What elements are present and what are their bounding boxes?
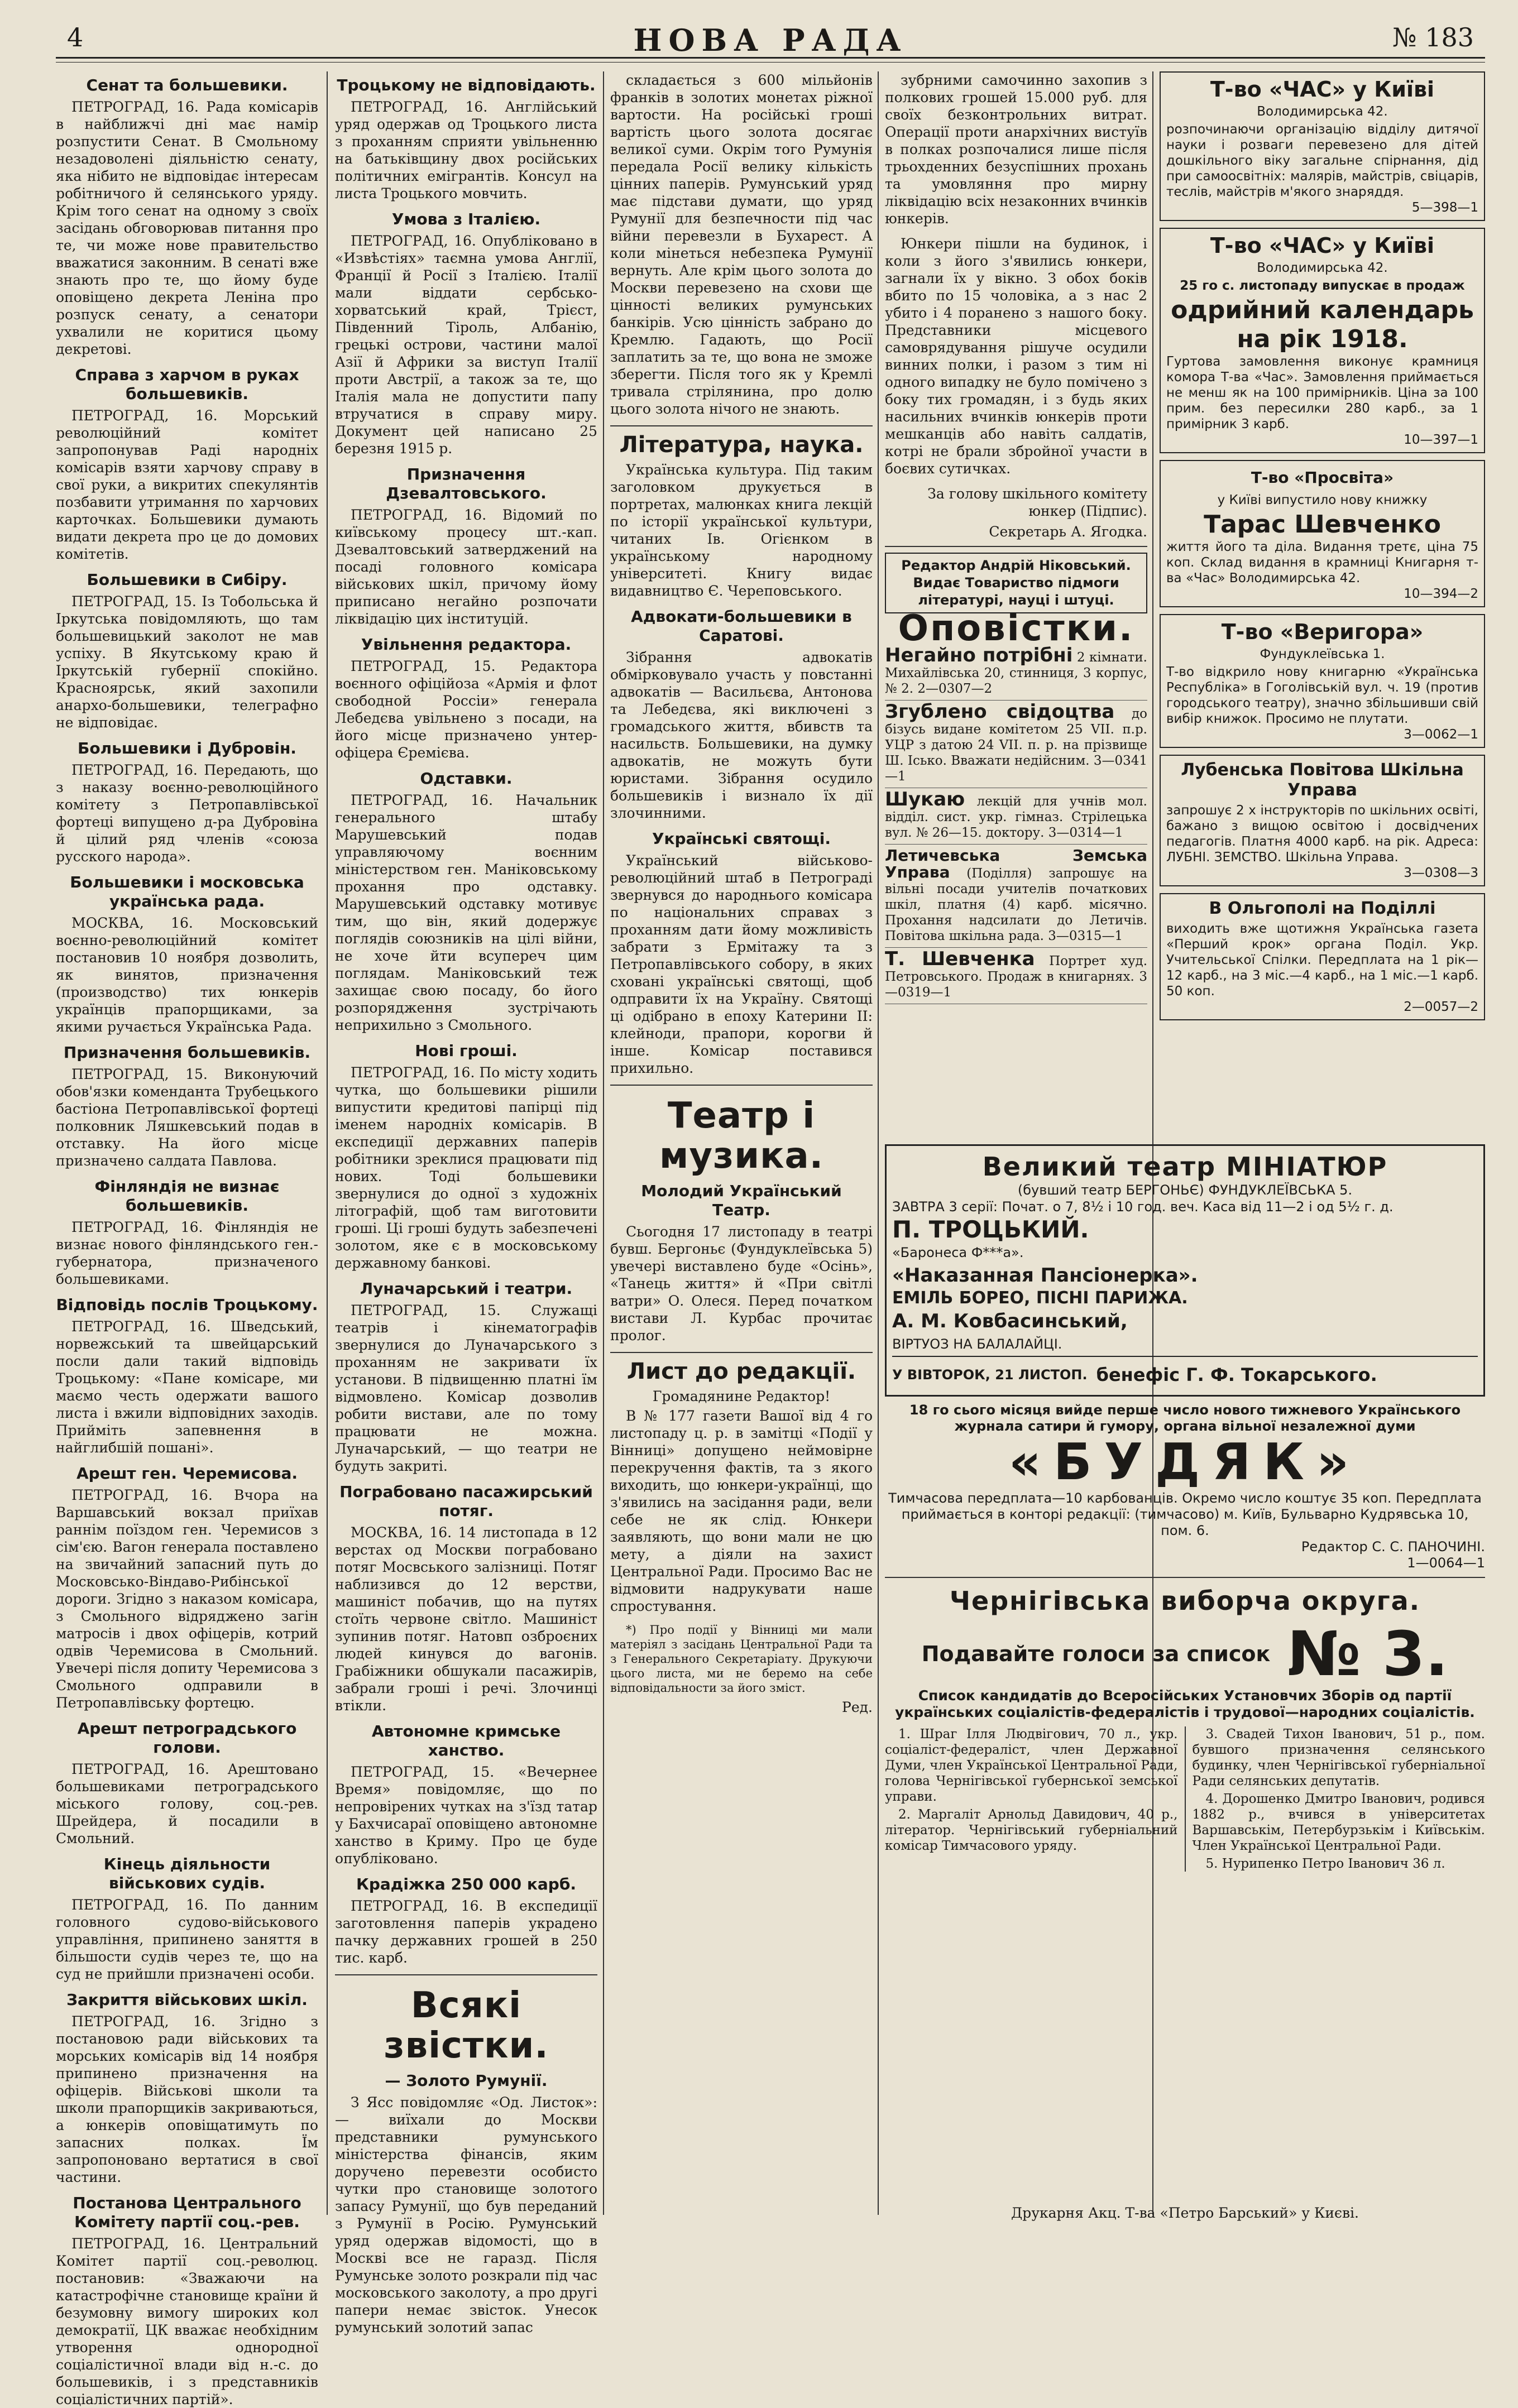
election-call-row <box>885 1618 1485 1690</box>
ad-text: Т-во відкрило нову книгарню «Українська Республіка» в Гоголівській вул. ч. 19 (против городського театру), значно збільшивши свій вибір книжок. Просимо не плутати. <box>1166 665 1478 726</box>
footnote: *) Про події у Вінниці ми мали матеріял з засідань Центральної Ради та з Генерального Секретаріату. Друкуючи цього листа, ми не беремо на себе відповідальности за його зміст. <box>610 1623 873 1695</box>
ad-code: 3—0319—1 <box>885 970 1147 1000</box>
article <box>335 210 597 457</box>
article-body: Український військово-революційний штаб в Петрограді звернувся до народнього комісара по національних справах з проханням дати йому можливість забрати з Ермітажу та з Петропавлівського собору, в яких сховані українські святощі, щоб одправити їх на Україну. Святощі ці одібрано в епоху Катерини II: клейноди, прапори, корогви й інше. Комісар поставився прихильно. <box>610 852 873 1076</box>
ad-code: 5—398—1 <box>1411 200 1478 215</box>
article <box>335 1042 597 1272</box>
signature-secretary: Секретарь А. Ягодка. <box>989 524 1147 540</box>
article <box>335 769 597 1034</box>
letter-to-editor <box>610 1359 873 1716</box>
article <box>335 76 597 202</box>
column-divider <box>603 71 604 2215</box>
ad-code: 3—0315—1 <box>1048 929 1123 943</box>
ad-headline: Т-во «Просвіта» <box>1251 468 1394 487</box>
article <box>56 570 318 731</box>
article <box>56 1855 318 1983</box>
section-divider <box>885 546 1147 547</box>
article <box>56 1990 318 2186</box>
article-body: ПЕТРОГРАД, 15. Виконуючий обов'язки коменданта Трубецького бастіона Петропавлівської фортеці полковник Ляшкевський подав в отставку. На його місце призначено салдата Павлова. <box>56 1066 318 1169</box>
article <box>610 607 873 822</box>
ad-code: 3—0308—3 <box>1404 866 1478 880</box>
budiak-intro: 18 го сього місяця вийде перше число нового тижневого Українського журнала сатири й гумору, органа вільної незалежної думи <box>909 1402 1461 1434</box>
ad-code: 10—394—2 <box>1404 587 1478 601</box>
ad-product: одрийний календарь на рік 1918. <box>1171 296 1474 353</box>
ad-text: лекцій для учнів мол. відділ. сист. укр. гімназ. Стрілецька вул. № 26—15. доктору. <box>885 794 1147 840</box>
article-body: Юнкери пішли на будинок, і коли з його з'явились юнкери, загнали їх у вікно. З обох боків вбито по 15 чоловіка, а з нас 2 убито і 4 поранено з нашого боку. Представники місцевого самоврядування рішуче осудили винних полки, і разом з тим ні одного випадку не було помічено з боку тих громадян, і з будь яких насильних вчинків юнкерів проти мешканців або навіть салдатів, котрі не брали збройної участи в боєвих сутичках. <box>885 236 1147 477</box>
article <box>885 235 1147 477</box>
ad-address: Володимирська 42. <box>1257 261 1388 275</box>
ad-text: (Поділля) запрошує на вільні посади учителів початкових шкіл, платня (4) карб. місячно. Прохання надсилати до Летичів. Повітова шкільна рада. <box>885 866 1148 943</box>
classified-ad <box>885 845 1147 948</box>
section-divider <box>610 425 873 426</box>
article <box>56 1043 318 1169</box>
publisher-ad <box>1160 755 1485 886</box>
classified-ad <box>885 948 1147 1004</box>
article-headline: Сенат та большевики. <box>86 76 288 94</box>
play-pansionerka: «Наказанная Пансіонерка». <box>892 1264 1198 1287</box>
ad-headline: Т-во «Веригора» <box>1221 620 1424 644</box>
article-headline: Большевики і московська українська рада. <box>70 873 304 910</box>
publisher-name: Видає Товариство підмоги літературі, науці і штуці. <box>913 575 1119 608</box>
article <box>56 873 318 1035</box>
article-body: ПЕТРОГРАД, 15. Із Тобольська й Іркутська повідомляють, що там большевицький заколот не мав успіху. В Якутському краю й Іркутській губернії спокійно. Красноярськ, який захопили анархо-большевики, телеграфно не відповідає. <box>56 593 318 731</box>
classified-ad <box>885 644 1147 701</box>
ad-subline: у Київі випустило нову книжку <box>1217 493 1428 507</box>
article-headline: Адвокати-большевики в Саратові. <box>631 607 852 645</box>
section-divider <box>610 1352 873 1353</box>
masthead <box>56 22 1485 56</box>
editor-box <box>885 553 1147 613</box>
election-list-number: № 3. <box>1287 1618 1449 1690</box>
article <box>885 71 1147 227</box>
ad-text: 2 кімнати. Михайлівська 20, стинниця, 3 корпус, № 2. <box>885 650 1147 696</box>
letter-greeting: Громадянине Редактор! <box>652 1388 831 1404</box>
article <box>56 1464 318 1711</box>
budiak-ad <box>885 1402 1485 1571</box>
article <box>56 366 318 563</box>
article-body: МОСКВА, 16. 14 листопада в 12 верстах од Москви пограбовано потяг Мосвського залізниці. Потяг наблизився до 12 верстви, машиніст побачив, що на путях стоїть червоне світло. Машиніст зупинив потяг. Натовп озброєних людей кинувся до вагонів. Грабіжники обшукали пасажирів, забрали гроші і речі. Злочинці втікли. <box>335 1524 597 1714</box>
article <box>610 71 873 418</box>
article-headline: Одставки. <box>420 769 513 788</box>
ad-text: виходить вже щотижня Українська газета «Перший крок» органа Поділ. Укр. Учительської Спілки. Передплата на 1 рік—12 карб., на 3 міс.—4 карб., на 1 міс.—1 карб. 50 коп. <box>1166 922 1478 999</box>
benefit-name: бенефіс Г. Ф. Токарського. <box>1096 1364 1377 1385</box>
candidate-entry: 2. Маргаліт Арнольд Давидович, 40 р., літератор. Чернігівський губерніальний комісар Тимчасового уряду. <box>885 1807 1178 1853</box>
column-3 <box>610 71 873 2215</box>
article <box>335 635 597 761</box>
article-headline: Пограбовано пасажирський потяг. <box>339 1483 593 1520</box>
benefit-row <box>892 1356 1478 1389</box>
article-body: зубрними самочинно захопив з полкових грошей 15.000 руб. для своїх безконтрольних витрат. Операції проти анархічних вистуїв в полках розпочалися лише після трьохденних безуспішних прохань та умовляння про мирну ліквідацію всіх незаконних вчинків юнкерів. <box>885 72 1147 227</box>
ad-code: 1—0064—1 <box>1407 1555 1485 1571</box>
ad-headline: Т-во «ЧАС» у Київі <box>1210 233 1435 258</box>
article-body: ПЕТРОГРАД, 16. Арештовано большевиками петроградського міського голову, соц.-рев. Шрейдера, й посадили в Смольний. <box>56 1761 318 1846</box>
publisher-ad <box>1160 614 1485 748</box>
ad-keyword: Шукаю <box>885 788 965 810</box>
page-number: 4 <box>67 22 84 52</box>
column-divider <box>878 71 879 2215</box>
article-body: ПЕТРОГРАД, 16. Рада комісарів в найближчі дні має намір розпустити Сенат. В Смольному незадоволені діяльністю сенату, яка нібито не відповідає інтересам робітничого й селянського уряду. Крім того сенат на одному з своїх засідань обговорював питання про те, чи може нове правительство вважатися законним. В сенаті вже знають про те, що йому буде оповіщено декрета Леніна про розпуск сенату, а сенатори ухвалили не коритися цьому декретові. <box>56 99 318 357</box>
article-body: В № 177 газети Вашої від 4 го листопаду ц. р. в замітці «Події у Вінниці» допущено неймовірне перекручення фактів, та з якого виходить, що юнкери-українці, що з'явились на засідання ради, вели себе не як слід. Юнкери заявляють, що вони мали не цю мету, а діяли на захист Центральної Ради. Просимо Вас не відмовити надрукувати наше спростування. <box>610 1408 873 1614</box>
article-body: ПЕТРОГРАД, 16. Згідно з постановою ради військових та морських комісарів від 14 ноября припинено призначення на офіцерів. Військові школи та школи прапорщиків закриваються, а юнкерів оповіщатимуть по запасних полках. Їм запропоновано вертатися в свої частини. <box>56 2013 318 2185</box>
benefit-date: У ВІВТОРОК, 21 ЛИСТОП. <box>892 1367 1088 1383</box>
ad-subline: 25 го с. листопаду випускає в продаж <box>1180 279 1465 293</box>
performer-kovbasynsky: А. М. Ковбасинський, <box>892 1310 1128 1332</box>
article <box>335 1875 597 1966</box>
ad-product: Тарас Шевченко <box>1204 510 1441 539</box>
column-1 <box>56 71 318 2407</box>
ad-keyword: Негайно потрібні <box>885 644 1073 666</box>
election-description: Список кандидатів до Всеросійських Установчих Зборів од партії українських соціалістів-федералістів і трудової—народних соціалістів. <box>895 1687 1475 1720</box>
performer-boreo: ЕМІЛЬ БОРЕО, ПІСНІ ПАРИЖА. <box>892 1288 1188 1308</box>
article-headline: Увільнення редактора. <box>361 635 572 654</box>
candidate-list <box>885 1726 1485 1872</box>
printer-imprint: Друкарня Акц. Т-ва «Петро Барський» у Києві. <box>1011 2205 1359 2221</box>
ad-address: Фундуклеївська 1. <box>1260 647 1385 661</box>
article-headline: Призначення большевиків. <box>63 1043 311 1062</box>
ad-keyword: Згублено свідоцтва <box>885 701 1115 723</box>
article-body: ПЕТРОГРАД, 16. Вчора на Варшавський вокзал приїхав раннім поїздом ген. Черемисов з сім'єю. Вагон генерала поставлено на звичайний запасний путь до Московсько-Віндаво-Рибінської дороги. Згідно з наказом комісара, з Смольного відряджено загін матросів і двох офіцерів, котрий одвів Черемисова в Смольний. Увечері після допиту Черемисова з Смольного одправили в Петропавлівську фортецю. <box>56 1487 318 1711</box>
ad-headline: Лубенська Повітова Шкільна Управа <box>1181 760 1464 800</box>
ad-text: життя його та діла. Видання третє, ціна 75 коп. Склад видання в крамниці Книгарня т-ва «Час» Володимирська 42. <box>1166 540 1478 586</box>
publisher-ad <box>1160 460 1485 607</box>
ad-code: 3—0341—1 <box>885 754 1148 784</box>
section-headline-theatre: Театр і музика. <box>659 1095 823 1177</box>
article-headline: Лист до редакції. <box>626 1359 856 1384</box>
signature: За голову шкільного комітету юнкер (Підпис). <box>927 486 1147 519</box>
ad-text: запрошує 2 х інструкторів по шкільних освіті, бажано з вищою освітою і досвідчених педагогів. Платня 4000 карб. на рік. Адреса: ЛУБНІ. ЗЕМСТВО. Шкільна Управа. <box>1166 803 1478 865</box>
candidate-entry: 1. Шраг Ілля Людвігович, 70 л., укр. соціаліст-федераліст, член Державної Думи, член Української Центральної Ради, голова Чернігівської губернської земської управи. <box>885 1727 1178 1804</box>
article-body: Українська культура. Під таким заголовком друкується в портретах, малюнках книга лекцій по історії української культури, читаних Ів. Огієнком в українському народному університеті. Книгу видає видавництво Є. Череповського. <box>610 462 873 599</box>
performer-trotsky: П. ТРОЦЬКИЙ. <box>892 1216 1089 1243</box>
article-body: ПЕТРОГРАД, 16. Центральний Комітет партії соц.-революц. постановив: «Зважаючи на катастрофічне становище країни й безумовну вимогу широких кол демократії, ЦК вважає необхідним утворення однородної соціалістичної влади від н.-с. до большевиків, і з представників соціалістичних партій». <box>56 2236 318 2407</box>
article-body: ПЕТРОГРАД, 16. Шведський, норвежський та швейцарський посли дали такий відповідь Троцькому: «Пане комісаре, ми маємо честь одержати вашого листа і вжили відповідних заходів. Прийміть запевнення в найглибшій пошані». <box>56 1318 318 1456</box>
publisher-ad <box>1160 71 1485 221</box>
article-body: ПЕТРОГРАД, 15. «Вечернее Время» повідомляє, що по непровірених чутках на з'їзд татар у Бахчисараї оповіщено автономне ханство в Криму. Про це буде опубліковано. <box>335 1764 597 1867</box>
masthead-rule <box>56 57 1485 63</box>
ad-text: Портрет худ. Петровського. Продаж в книгарнях. <box>885 954 1148 984</box>
article-body: ПЕТРОГРАД, 16. По місту ходить чутка, що большевики рішили випустити кредитові папірці під іменем народніх комісарів. В експедиції державних паперів робітники зреклися працювати під нових. Тоді большевики звернулися до одної з художніх літографій, щоб там виготовити гроші. Ці гроші будуть забезпечені золотом, яке є в московському державному банкові. <box>335 1064 597 1271</box>
article <box>335 1483 597 1714</box>
election-ad <box>885 1586 1485 1872</box>
article-body: ПЕТРОГРАД, 16. Опубліковано в «Извѣстіях» таємна умова Англії, Франції й Росії з Італією. Італії мали віддати сербсько-хорватський край, Трієст, Південний Тіроль, Албанію, грецькі острови, частини малої Азії й Африки за виступ Італії проти Австрії, а також за те, що Італія мала не допустити папу втручатися в справу миру. Документ цей написано 25 березня 1915 р. <box>335 233 597 457</box>
issue-number: № 183 <box>1392 22 1474 52</box>
play-baronessa: «Баронеса Ф***а». <box>892 1245 1024 1260</box>
section-headline-ads: Оповістки. <box>898 608 1134 649</box>
article-headline: Арешт петроградського голови. <box>77 1719 297 1757</box>
article-body: Зібрання адвокатів обмірковувало участь у повстанні адвокатів — Васильєва, Антонова та Лебедєва, які виключені з громадського життя, вбивств та насильств. Большевики, на думку адвокатів, не можуть бути юристами. Зібрання осудило большевиків і визнало їх дії злочинними. <box>610 649 873 821</box>
ad-code: 2—0057—2 <box>1404 1000 1478 1014</box>
candidate-entry: 5. Нурипенко Петро Іванович 36 л. <box>1205 1857 1445 1871</box>
ad-headline: В Ольгополі на Поділлі <box>1209 899 1436 918</box>
article-headline: Відповідь послів Троцькому. <box>56 1296 318 1314</box>
article-body: Сьогодня 17 листопаду в театрі бувш. Бергоньє (Фундуклеївська 5) увечері виставлено буде «Осінь», «Танець життя» й «При світлі ватри» О. Олеся. Перед початком вистави Л. Курбас прочитає пролог. <box>610 1224 873 1344</box>
article-headline: Справа з харчом в руках большевиків. <box>75 366 299 403</box>
article-headline: Українські святощі. <box>652 829 831 848</box>
performer-balalaika: ВІРТУОЗ НА БАЛАЛАЙЦІ. <box>892 1336 1062 1352</box>
article-headline: Нові гроші. <box>415 1042 518 1060</box>
budiak-title: «БУДЯК» <box>1008 1433 1362 1491</box>
wide-block <box>885 1139 1485 1872</box>
article-body: ПЕТРОГРАД, 15. Служащі театрів і кінематографів звернулися до Луначарського з проханням не закривати їх установи. В підвищенню платні їм відмовлено. Комісар дозволив робити вистави, але по тому працювати не можна. Луначарський, — що театри не будуть закриті. <box>335 1302 597 1474</box>
candidate-entry: 3. Свадей Тихон Іванович, 51 р., пом. бувшого призначення селянського будинку, член Чернігівської губерніальної Ради селянських депутатів. <box>1192 1727 1485 1788</box>
article <box>56 1719 318 1847</box>
article <box>610 432 873 599</box>
newspaper-title: НОВА РАДА <box>633 22 908 58</box>
theatre-miniatur-ad <box>885 1144 1485 1397</box>
article-headline: Призначення Дзевалтовського. <box>386 465 547 502</box>
section-headline-literature: Література, наука. <box>619 432 864 458</box>
section-divider <box>335 1974 597 1975</box>
article <box>56 2194 318 2408</box>
editor-name: Редактор Андрій Ніковський. <box>901 558 1131 573</box>
article <box>335 465 597 627</box>
section-divider <box>885 1577 1485 1578</box>
ad-text: Гуртова замовлення виконує крамниця комора Т-ва «Час». Замовлення приймається не менш як на 100 примірників. Ціна за 100 прим. без пересилки 280 карб., за 1 примірник 3 карб. <box>1166 354 1478 431</box>
article <box>56 1177 318 1288</box>
publisher-ad <box>1160 893 1485 1020</box>
section-divider <box>610 1085 873 1086</box>
classified-ad <box>885 788 1147 845</box>
classified-ad <box>885 701 1147 788</box>
article-body: складається з 600 мільйонів франків в золотих монетах ріжної вартости. На російські гроші вартість цього золота досягає великої суми. Окрім того Румунія передала Росії велику кількість цінних паперів. Румунський уряд має підстави думати, що уряд Румунії для безпечности під час війни перевезли в Бухарест. А коли мінеться небезпека Румунії вернуть. Але крім цього золота до Москви перевезено на схови ще цінності великих румунських банкірів. Усю цінність забрано до Кремлю. Гадають, що Росії заплатить за те, що вона не зможе зберегти. Після того як у Кремлі тривала стрілянина, про долю цього золота нічого не знають. <box>610 72 873 417</box>
signature: Ред. <box>842 1699 873 1715</box>
ad-text: до бізусь видане комітетом 25 VII. п.р. УЦР з датою 24 VII. п. р. на прізвище Ш. Ісько. Вважати недійсним. <box>885 707 1147 768</box>
article-headline: Фінляндія не визнає большевиків. <box>94 1177 280 1215</box>
election-title: Чернігівська виборча округа. <box>949 1586 1421 1616</box>
article-body: ПЕТРОГРАД, 16. Передають, що з наказу воєнно-революційного комітету з Петропавлівської фортеці випущено д-ра Дубровіна й цілий ряд членів «союза русского народа». <box>56 762 318 865</box>
article-body: З Ясс повідомляє «Од. Листок»: — виїхали до Москви представники румунського міністерства фінансів, яким доручено перевезти особисто чутки про становище золотого запасу Румунії, що був переданий з Румунії в Росію. Румунський уряд одержав відомості, що в Москві все не гаразд. Після Румунське золото розкрали під час московського заколоту, а про другі папери немає звісток. Унесок румунський золотий запас <box>335 2094 597 2335</box>
budiak-info: Тимчасова передплата—10 карбованців. Окремо число коштує 35 коп. Передплата приймається в конторі редакції: (тимчасово) м. Київ, Бульварно Кудрявська 10, пом. 6. <box>888 1490 1482 1538</box>
ad-keyword: Летичевська Земська Управа <box>885 846 1147 881</box>
article-headline: Большевики в Сибіру. <box>87 570 288 589</box>
publisher-ad <box>1160 228 1485 453</box>
article <box>335 1279 597 1475</box>
article-body: ПЕТРОГРАД, 16. Начальник генерального штабу Марушевський подав управляючому воєнним міністерством ген. Маніковському прохання про одставку. Марушевський одставку мотивує тим, що він, який додержує поглядів союзників на цілі війни, не хоче йти всупереч цим поглядам. Маніковський теж захищає свою посаду, бо його розпорядження зустрічають неприхильно з Смольного. <box>335 792 597 1033</box>
ad-address: Володимирська 42. <box>1257 104 1388 119</box>
ad-headline: Т-во «ЧАС» у Київі <box>1210 77 1435 102</box>
ad-text: розпочинаючи організацію відділу дитячої науки і розваги перевезено для дітей дошкільного віку загальне спірнання, дід при самоосвітніх: малярів, майстрів, свіцарів, теслів, майстрів м'якого знаряддя. <box>1166 122 1478 199</box>
article-body: ПЕТРОГРАД, 16. Морський революційний комітет запропонував Раді народніх комісарів взяти харчову справу в свої руки, а викритих спекулянтів позбавити утримання по харчових карточках. Большевики думають видати декрета про це до домових комітетів. <box>56 407 318 562</box>
article-headline: — Золото Румунії. <box>385 2071 548 2090</box>
article-body: ПЕТРОГРАД, 16. Англійський уряд одержав од Троцького листа з проханням сприяти увільненню на батьківщину двох російських політичних емігрантів. Консул на листа Троцького мовчить. <box>335 99 597 202</box>
article-headline: Луначарський і театри. <box>360 1279 573 1298</box>
article-body: ПЕТРОГРАД, 16. Фінляндія не визнає нового фінляндського ген.-губернатора, призначеного большевиками. <box>56 1219 318 1287</box>
article-body: ПЕТРОГРАД, 16. Відомий по київському процесу шт.-кап. Дзевалтовський затверджений на посаді головного комісара військових шкіл, причому йому приписано негайно розпочати ліквідацію цих інституцій. <box>335 507 597 627</box>
theatre-schedule: ЗАВТРА 3 серії: Почат. о 7, 8½ і 10 год. веч. Каса від 11—2 і од 5½ г. д. <box>892 1199 1394 1215</box>
article-headline: Кінець діяльности військових судів. <box>103 1855 271 1892</box>
ad-code: 3—0062—1 <box>1404 727 1478 742</box>
article-headline: Крадіжка 250 000 карб. <box>356 1875 577 1893</box>
article <box>335 1722 597 1867</box>
budiak-editor: Редактор С. С. ПАНОЧИНІ. <box>1301 1539 1485 1555</box>
article-body: ПЕТРОГРАД, 16. По данним головного судово-військового управління, припинено заняття в більшости судів через те, що на суд не прийшли призначені особи. <box>56 1897 318 1982</box>
article-headline: Большевики і Дубровін. <box>78 739 296 757</box>
article-body: МОСКВА, 16. Московський воєнно-революційний комітет постановив 10 ноября дозволить, як винятов, призначення (производство) тих юнкерів українців прапорщиками, за якими ручається Українська Рада. <box>56 915 318 1035</box>
article-headline: Умова з Італією. <box>391 210 541 228</box>
article <box>610 1182 873 1344</box>
article <box>335 2071 597 2336</box>
article-body: ПЕТРОГРАД, 15. Редактора воєнного офіційоза «Армія и флот свободной Россіи» генерала Лебедєва увільнено з посади, на його місце призначено унтер-офіцера Єремієва. <box>335 658 597 761</box>
article-headline: Закриття військових шкіл. <box>66 1990 308 2009</box>
article-headline: Арешт ген. Черемисова. <box>76 1464 298 1483</box>
candidate-entry: 4. Дорошенко Дмитро Іванович, родився 1882 р., вчився в університетах Варшавськім, Петербурзькім і Київськім. Член Української Центральної Ради. <box>1192 1792 1485 1853</box>
article <box>56 76 318 358</box>
article <box>56 739 318 865</box>
ad-code: 3—0314—1 <box>1048 826 1123 840</box>
section-headline-news: Всякі звістки. <box>384 1985 549 2066</box>
column-2 <box>335 71 597 2335</box>
ad-keyword: Т. Шевченка <box>885 948 1035 970</box>
ad-code: 2—0307—2 <box>917 682 993 696</box>
article-headline: Автономне кримське ханство. <box>371 1722 561 1759</box>
article <box>56 1296 318 1456</box>
article-headline: Постанова Центрального Комітету партії соц.-рев. <box>73 2194 301 2231</box>
article-body: ПЕТРОГРАД, 16. В експедиції заготовлення паперів украдено пачку державних грошей в 250 тис. карб. <box>335 1898 597 1966</box>
column-divider <box>327 71 328 2215</box>
column-5 <box>1160 71 1485 1027</box>
article-headline: Молодий Український Театр. <box>641 1182 842 1219</box>
ad-code: 10—397—1 <box>1404 433 1478 447</box>
article <box>610 829 873 1077</box>
theatre-subtitle: (бувший театр БЕРГОНЬЄ) ФУНДУКЛЕЇВСЬКА 5. <box>1017 1182 1353 1198</box>
article-headline: Троцькому не відповідають. <box>337 76 596 94</box>
election-call: Подавайте голоси за список <box>921 1642 1271 1666</box>
theatre-title: Великий театр МІНІАТЮР <box>982 1152 1388 1182</box>
